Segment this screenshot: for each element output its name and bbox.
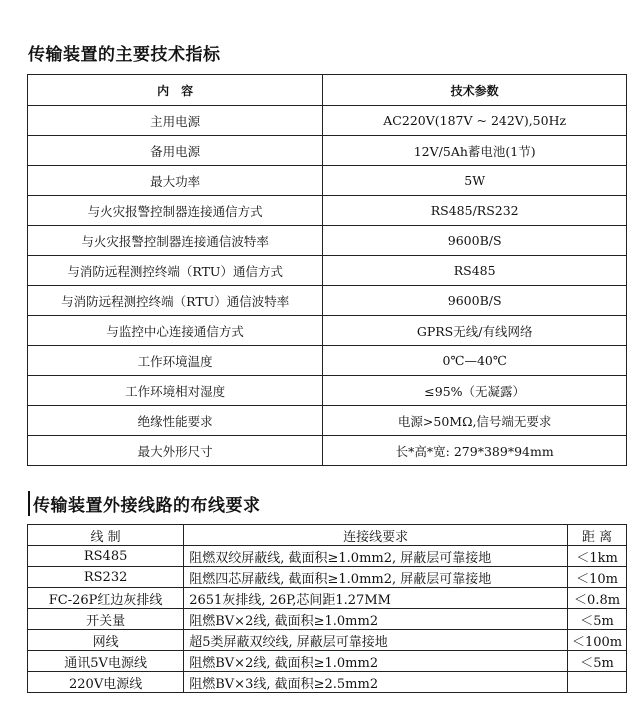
spec-value-cell: ≤95%（无凝露） [323,376,627,406]
table-row [28,630,627,651]
table-header-row [28,525,627,546]
spec-value-cell: RS485 [323,256,627,286]
requirement-cell: 阻燃BV×3线, 截面积≥2.5mm2 [184,672,568,693]
table-row [28,609,627,630]
wire-type-cell: 开关量 [28,609,184,630]
spec-item-cell: 备用电源 [28,136,323,166]
section2-title: 传输装置外接线路的布线要求 [28,491,261,516]
table-row [28,286,627,316]
distance-cell: ＜0.8m [568,588,627,609]
wire-type-cell: 通讯5V电源线 [28,651,184,672]
section1-title: 传输装置的主要技术指标 [28,45,221,65]
header-content: 内 容 [28,75,323,106]
table-row [28,256,627,286]
table-row [28,166,627,196]
spec-value-cell: 9600B/S [323,226,627,256]
wire-type-cell: FC-26P红边灰排线 [28,588,184,609]
table-row [28,672,627,693]
table-row [28,546,627,567]
requirement-cell: 阻燃BV×2线, 截面积≥1.0mm2 [184,609,568,630]
wire-type-cell: RS485 [28,546,184,567]
table-row [28,567,627,588]
header-requirement: 连接线要求 [184,525,568,546]
table-row [28,406,627,436]
tech-spec-table [27,74,627,466]
spec-value-cell: RS485/RS232 [323,196,627,226]
wire-type-cell: RS232 [28,567,184,588]
spec-value-cell: 12V/5Ah蓄电池(1节) [323,136,627,166]
table-row [28,106,627,136]
spec-item-cell: 与消防远程测控终端（RTU）通信方式 [28,256,323,286]
table-row [28,346,627,376]
header-params: 技术参数 [323,75,627,106]
table-row [28,436,627,466]
header-distance: 距 离 [568,525,627,546]
table-row [28,651,627,672]
distance-cell: ＜5m [568,609,627,630]
distance-cell: ＜10m [568,567,627,588]
spec-value-cell: 电源>50MΩ,信号端无要求 [323,406,627,436]
requirement-cell: 阻燃BV×2线, 截面积≥1.0mm2 [184,651,568,672]
spec-value-cell: 5W [323,166,627,196]
spec-item-cell: 主用电源 [28,106,323,136]
table-row [28,588,627,609]
spec-item-cell: 工作环境相对湿度 [28,376,323,406]
spec-value-cell: 长*高*宽: 279*389*94mm [323,436,627,466]
table-header-row [28,75,627,106]
spec-value-cell: 0℃—40℃ [323,346,627,376]
spec-item-cell: 与火灾报警控制器连接通信方式 [28,196,323,226]
header-wire-type: 线 制 [28,525,184,546]
distance-cell: ＜5m [568,651,627,672]
table-row [28,226,627,256]
spec-value-cell: 9600B/S [323,286,627,316]
spec-item-cell: 最大外形尺寸 [28,436,323,466]
spec-value-cell: GPRS无线/有线网络 [323,316,627,346]
table-row [28,316,627,346]
distance-cell: ＜100m [568,630,627,651]
distance-cell: ＜1km [568,546,627,567]
table-row [28,376,627,406]
wire-type-cell: 220V电源线 [28,672,184,693]
table-row [28,136,627,166]
spec-item-cell: 与火灾报警控制器连接通信波特率 [28,226,323,256]
wire-type-cell: 网线 [28,630,184,651]
requirement-cell: 2651灰排线, 26P,芯间距1.27MM [184,588,568,609]
spec-item-cell: 与消防远程测控终端（RTU）通信波特率 [28,286,323,316]
requirement-cell: 阻燃双绞屏蔽线, 截面积≥1.0mm2, 屏蔽层可靠接地 [184,546,568,567]
spec-item-cell: 绝缘性能要求 [28,406,323,436]
table-row [28,196,627,226]
requirement-cell: 超5类屏蔽双绞线, 屏蔽层可靠接地 [184,630,568,651]
wiring-table [27,524,627,693]
distance-cell [568,672,627,693]
spec-value-cell: AC220V(187V ~ 242V),50Hz [323,106,627,136]
spec-item-cell: 工作环境温度 [28,346,323,376]
spec-item-cell: 与监控中心连接通信方式 [28,316,323,346]
requirement-cell: 阻燃四芯屏蔽线, 截面积≥1.0mm2, 屏蔽层可靠接地 [184,567,568,588]
spec-item-cell: 最大功率 [28,166,323,196]
